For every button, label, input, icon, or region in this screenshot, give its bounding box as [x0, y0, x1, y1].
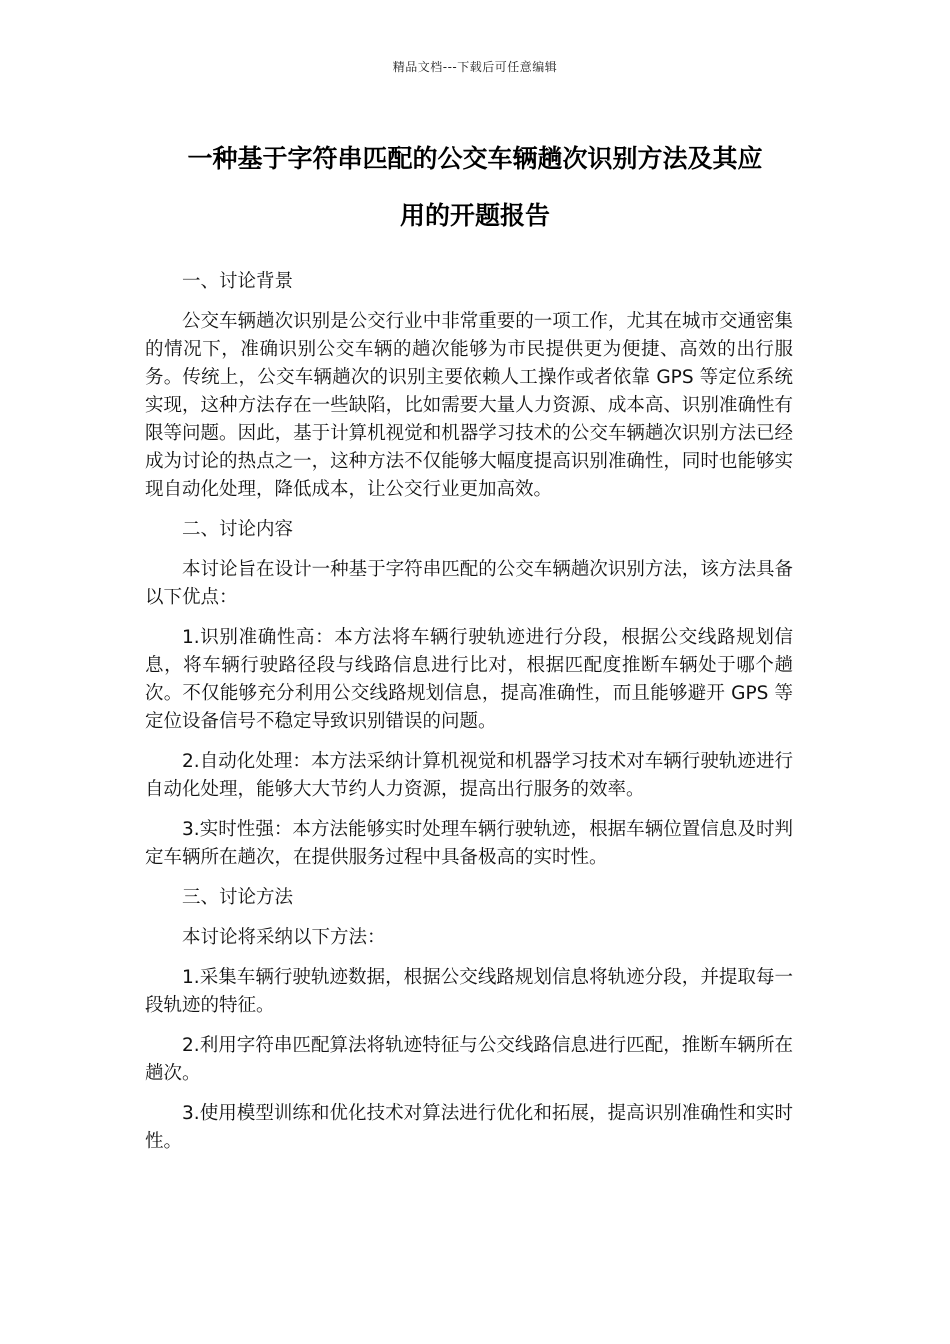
document-title	[130, 130, 820, 244]
paragraph-method-intro: 本讨论将采纳以下方法：	[182, 927, 386, 948]
paragraph-advantage-3: 3.实时性强：本方法能够实时处理车辆行驶轨迹，根据车辆位置信息及时判定车辆所在趟次，在提供服务过程中具备极高的实时性。	[145, 819, 793, 868]
section-heading-method: 三、讨论方法	[182, 887, 294, 908]
paragraph-background: 公交车辆趟次识别是公交行业中非常重要的一项工作，尤其在城市交通密集的情况下，准确识别公交车辆的趟次能够为市民提供更为便捷、高效的出行服务。传统上，公交车辆趟次的识别主要依赖人工操作或者依靠 GPS 等定位系统实现，这种方法存在一些缺陷，比如需要大量人力资源、成本高、识别准确性有限等问题。因此，基于计算机视觉和机器学习技术的公交车辆趟次识别方法已经成为讨论的热点之一，这种方法不仅能够大幅度提高识别准确性，同时也能够实现自动化处理，降低成本，让公交行业更加高效。	[145, 311, 793, 500]
page-header: 精品文档---下载后可任意编辑	[392, 60, 558, 74]
title-line-2: 用的开题报告	[399, 201, 550, 230]
paragraph-method-3: 3.使用模型训练和优化技术对算法进行优化和拓展，提高识别准确性和实时性。	[145, 1103, 793, 1152]
paragraph-advantage-2: 2.自动化处理：本方法采纳计算机视觉和机器学习技术对车辆行驶轨迹进行自动化处理，能够大大节约人力资源，提高出行服务的效率。	[145, 751, 793, 800]
paragraph-method-2: 2.利用字符串匹配算法将轨迹特征与公交线路信息进行匹配，推断车辆所在趟次。	[145, 1035, 793, 1084]
paragraph-method-1: 1.采集车辆行驶轨迹数据，根据公交线路规划信息将轨迹分段，并提取每一段轨迹的特征。	[145, 967, 793, 1016]
section-heading-background: 一、讨论背景	[182, 271, 294, 292]
document-body	[145, 268, 793, 1168]
section-heading-content: 二、讨论内容	[182, 519, 294, 540]
paragraph-content-intro: 本讨论旨在设计一种基于字符串匹配的公交车辆趟次识别方法，该方法具备以下优点：	[145, 559, 793, 608]
title-line-1: 一种基于字符串匹配的公交车辆趟次识别方法及其应	[187, 144, 763, 173]
paragraph-advantage-1: 1.识别准确性高：本方法将车辆行驶轨迹进行分段，根据公交线路规划信息，将车辆行驶路径段与线路信息进行比对，根据匹配度推断车辆处于哪个趟次。不仅能够充分利用公交线路规划信息，提高准确性，而且能够避开 GPS 等定位设备信号不稳定导致识别错误的问题。	[145, 627, 793, 732]
